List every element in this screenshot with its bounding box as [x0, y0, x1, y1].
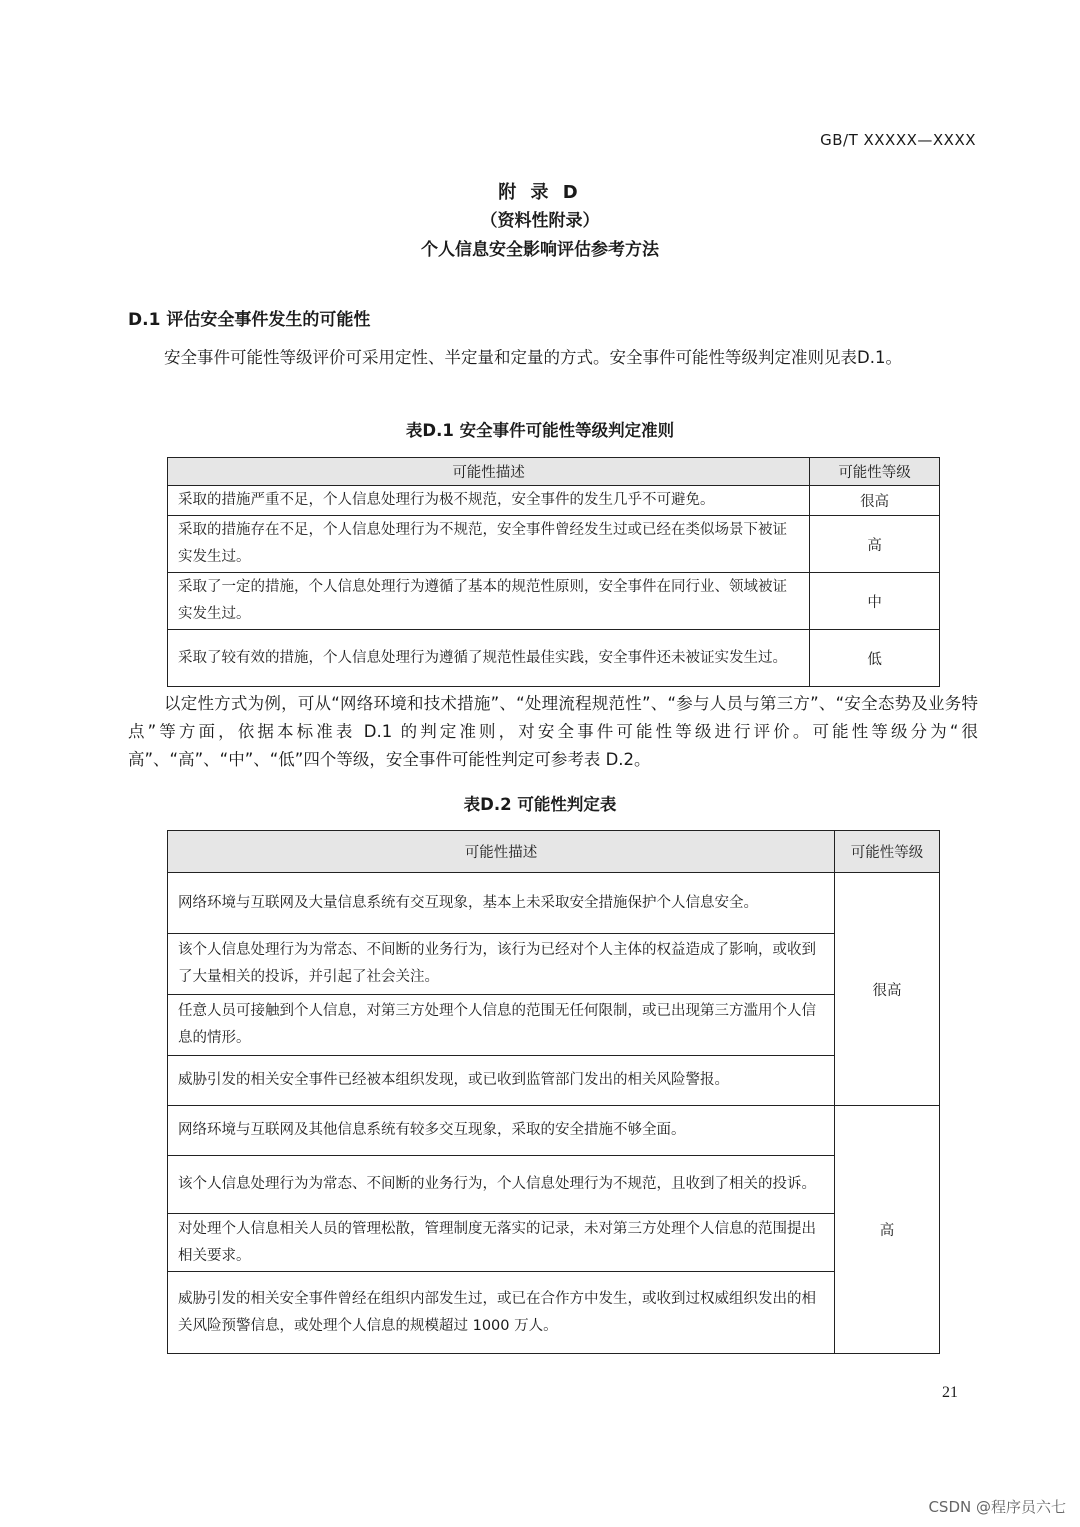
table-row [168, 630, 940, 687]
row-description: 采取的措施严重不足，个人信息处理行为极不规范，安全事件的发生几乎不可避免。 [168, 486, 810, 516]
table-d2 [167, 830, 940, 1354]
page-number: 21 [942, 1384, 958, 1401]
table-row [168, 573, 940, 630]
table-header-description: 可能性描述 [168, 831, 835, 873]
section-heading: D.1 评估安全事件发生的可能性 [128, 310, 371, 330]
group-level: 高 [835, 1106, 940, 1354]
table-d2-caption: 表D.2 可能性判定表 [463, 795, 617, 814]
table-row [168, 995, 940, 1056]
table-row [168, 516, 940, 573]
row-description: 任意人员可接触到个人信息，对第三方处理个人信息的范围无任何限制，或已出现第三方滥用个人信息的情形。 [168, 995, 835, 1056]
row-description: 威胁引发的相关安全事件曾经在组织内部发生过，或已在合作方中发生，或收到过权威组织发出的相关风险预警信息，或处理个人信息的规模超过 1000 万人。 [168, 1272, 835, 1354]
watermark: CSDN @程序员六七 [928, 1498, 1066, 1516]
paragraph-qualitative: 以定性方式为例，可从“网络环境和技术措施”、“处理流程规范性”、“参与人员与第三方”、“安全态势及业务特点”等方面，依据本标准表 D.1 的判定准则，对安全事件可能性等级进行评价。可能性等级分为“很高”、“高”、“中”、“低”四个等级，安全事件可能性判定可参考表 D.2。 [128, 694, 978, 769]
group-level: 很高 [835, 873, 940, 1106]
row-description: 采取了较有效的措施，个人信息处理行为遵循了规范性最佳实践，安全事件还未被证实发生过。 [168, 630, 810, 687]
row-description: 对处理个人信息相关人员的管理松散，管理制度无落实的记录，未对第三方处理个人信息的范围提出相关要求。 [168, 1214, 835, 1272]
row-description: 网络环境与互联网及其他信息系统有较多交互现象，采取的安全措施不够全面。 [168, 1106, 835, 1156]
row-description: 网络环境与互联网及大量信息系统有交互现象，基本上未采取安全措施保护个人信息安全。 [168, 873, 835, 934]
row-description: 该个人信息处理行为为常态、不间断的业务行为，个人信息处理行为不规范，且收到了相关的投诉。 [168, 1156, 835, 1214]
table-row [168, 873, 940, 934]
row-description: 采取的措施存在不足，个人信息处理行为不规范，安全事件曾经发生过或已经在类似场景下被证实发生过。 [168, 516, 810, 573]
table-row [168, 486, 940, 516]
appendix-name: 个人信息安全影响评估参考方法 [421, 240, 659, 260]
table-row [168, 934, 940, 995]
row-level: 很高 [810, 486, 940, 516]
row-level: 中 [810, 573, 940, 630]
paragraph-intro: 安全事件可能性等级评价可采用定性、半定量和定量的方式。安全事件可能性等级判定准则见表D.1。 [164, 348, 902, 367]
row-level: 低 [810, 630, 940, 687]
row-description: 采取了一定的措施，个人信息处理行为遵循了基本的规范性原则，安全事件在同行业、领域被证实发生过。 [168, 573, 810, 630]
table-row [168, 1214, 940, 1272]
table-header-level: 可能性等级 [835, 831, 940, 873]
row-level: 高 [810, 516, 940, 573]
table-row [168, 1156, 940, 1214]
standard-code: GB/T XXXXX—XXXX [820, 131, 976, 149]
appendix-subtitle: （资料性附录） [480, 211, 600, 231]
row-description: 该个人信息处理行为为常态、不间断的业务行为，该行为已经对个人主体的权益造成了影响，或收到了大量相关的投诉，并引起了社会关注。 [168, 934, 835, 995]
table-d1 [167, 457, 940, 687]
table-header-description: 可能性描述 [168, 458, 810, 486]
table-d1-caption: 表D.1 安全事件可能性等级判定准则 [405, 421, 675, 440]
table-row [168, 1056, 940, 1106]
appendix-title: 附 录 D [498, 182, 582, 203]
table-row [168, 1106, 940, 1156]
row-description: 威胁引发的相关安全事件已经被本组织发现，或已收到监管部门发出的相关风险警报。 [168, 1056, 835, 1106]
table-header-level: 可能性等级 [810, 458, 940, 486]
table-row [168, 1272, 940, 1354]
